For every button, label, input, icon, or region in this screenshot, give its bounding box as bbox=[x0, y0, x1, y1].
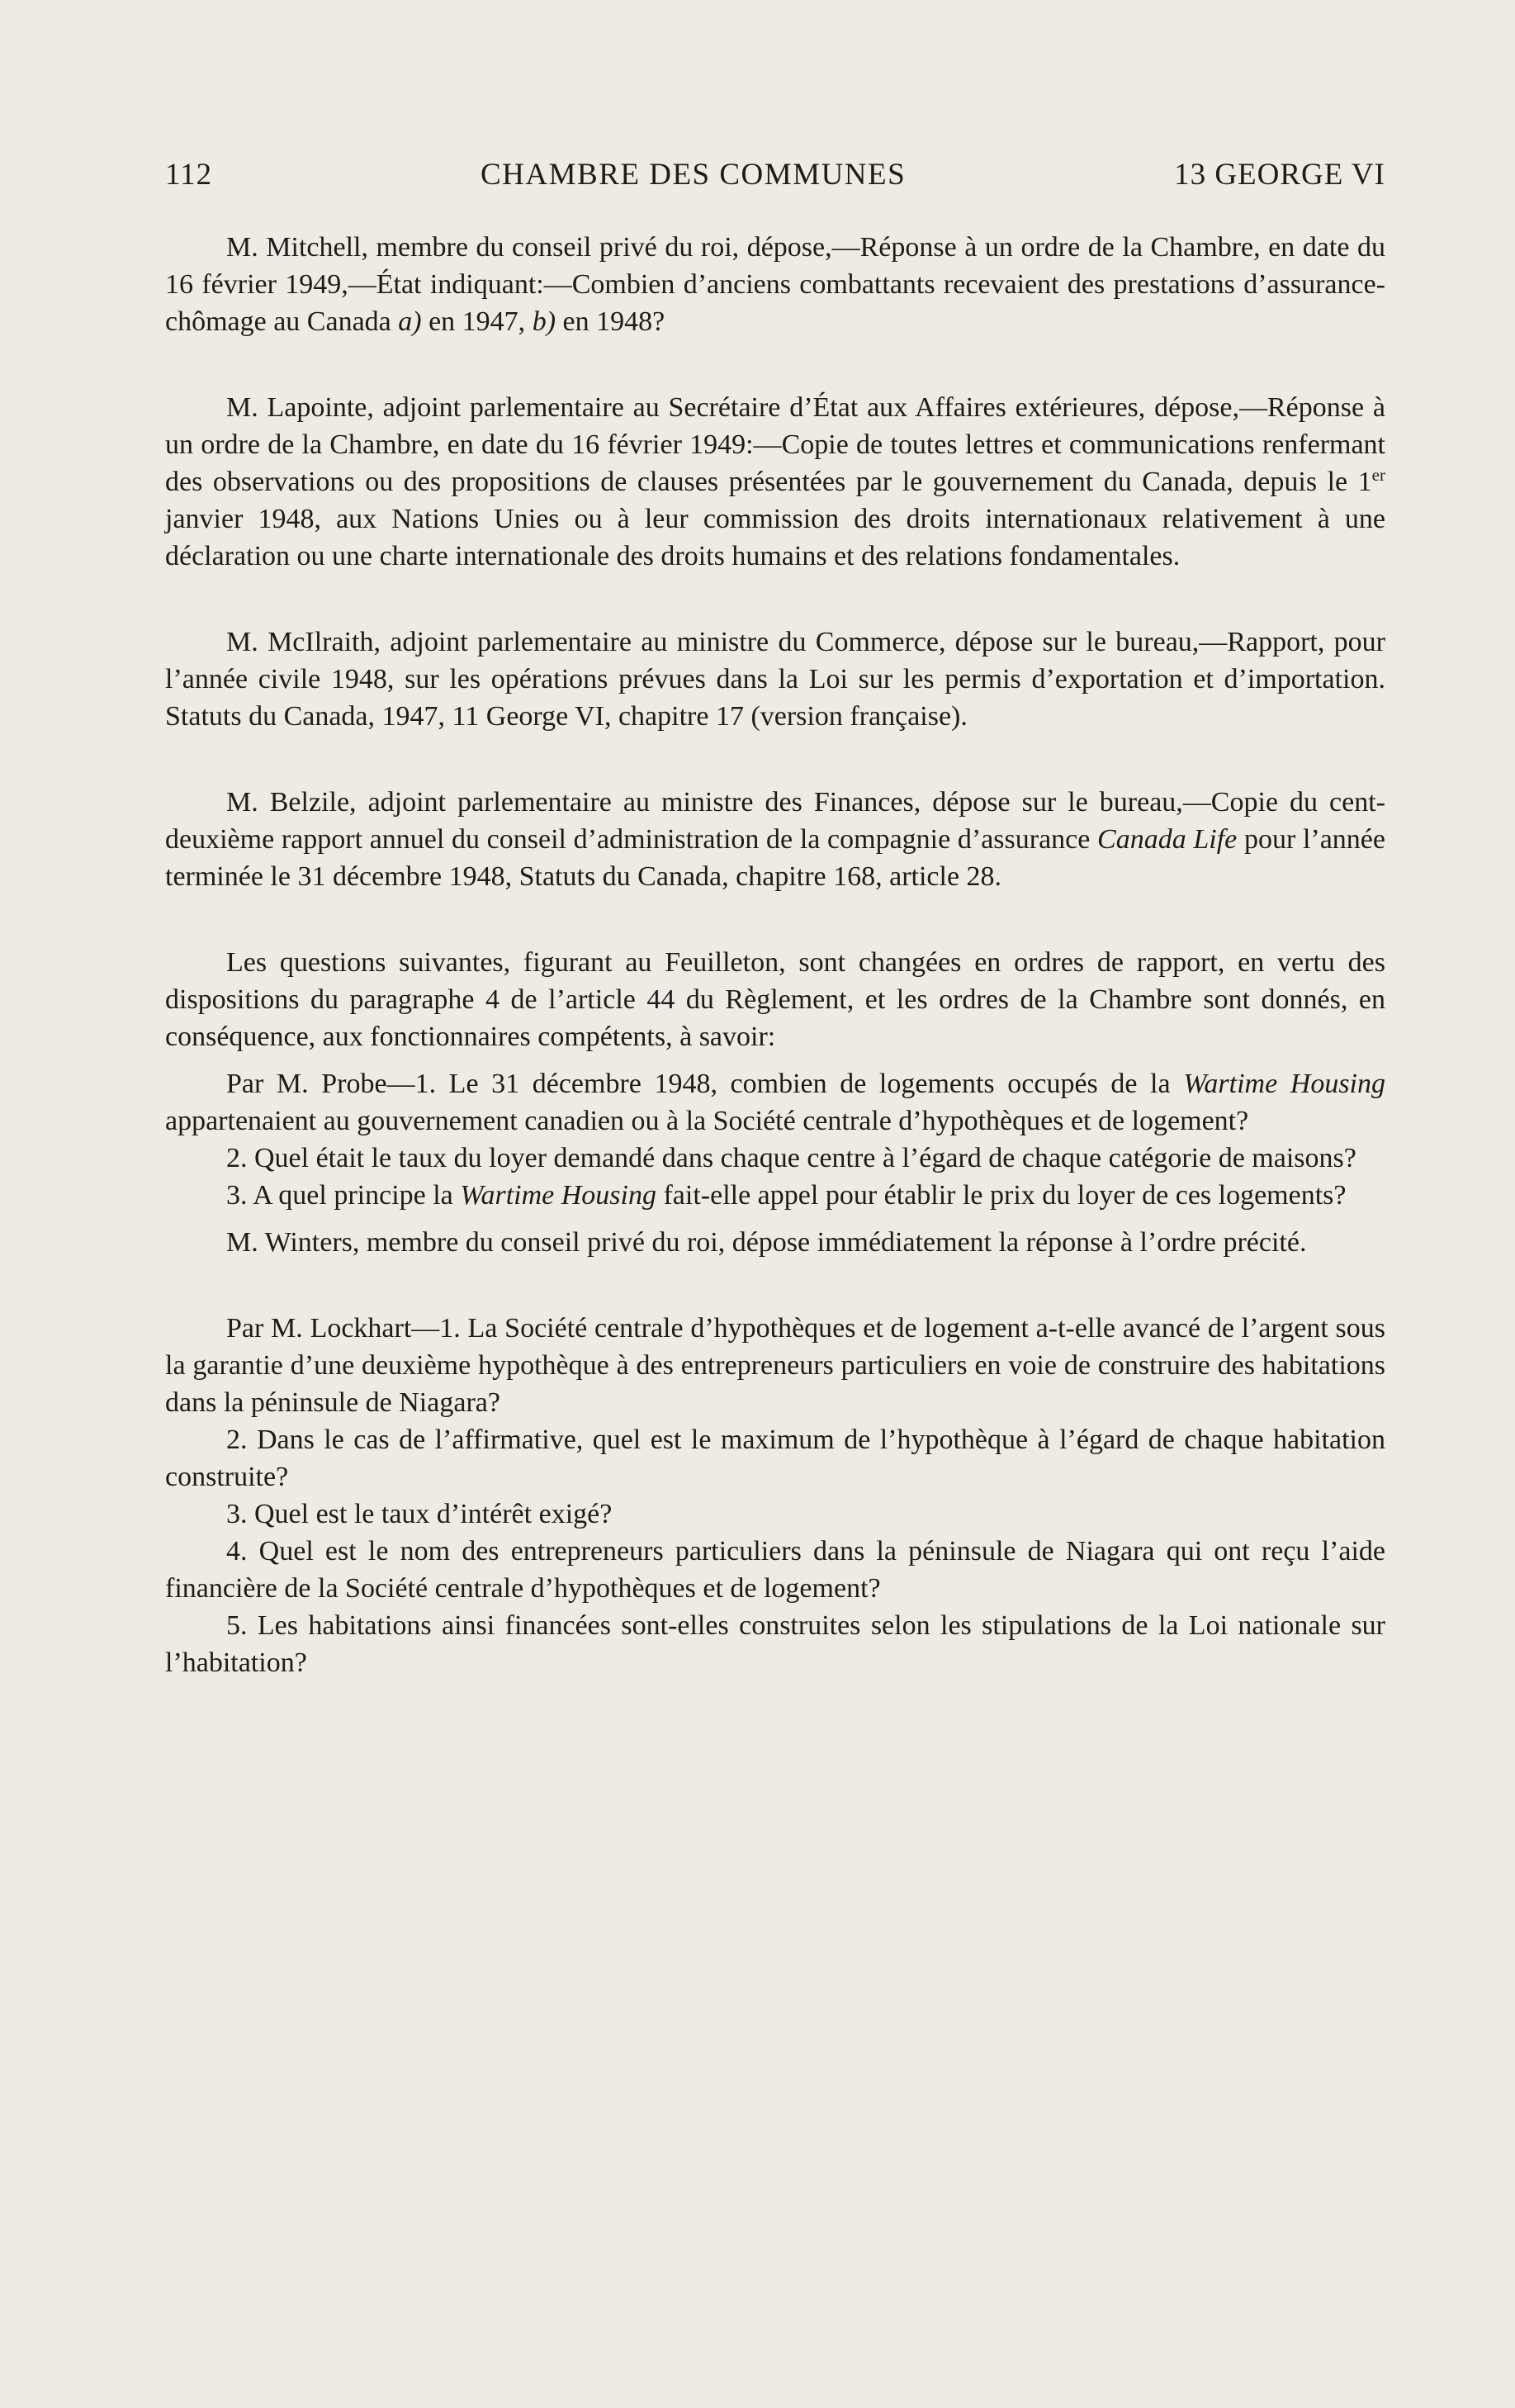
question-lockhart-3: 3. Quel est le taux d’intérêt exigé? bbox=[226, 1499, 613, 1529]
question-lockhart-2: 2. Dans le cas de l’affirmative, quel est le maximum de l’hypothèque à l’égard de chaque habitation construite? bbox=[165, 1424, 1385, 1492]
paragraph-mcilraith: M. McIlraith, adjoint parlementaire au ministre du Commerce, dépose sur le bureau,—Rapport, pour l’année civile 1948, sur les opérations prévues dans la Loi sur les permis d’exportation et d’importation. Statuts du Canada, 1947, 11 George VI, chapitre 17 (version française). bbox=[165, 627, 1385, 732]
paragraph-winters: M. Winters, membre du conseil privé du roi, dépose immédiatement la réponse à l’ordre précité. bbox=[226, 1227, 1307, 1258]
running-header bbox=[165, 157, 1385, 192]
item-label-b: b) bbox=[532, 306, 556, 337]
reign-label: 13 GEORGE VI bbox=[1174, 158, 1385, 192]
document-page bbox=[165, 157, 1385, 1681]
question-lockhart-4: 4. Quel est le nom des entrepreneurs particuliers dans la péninsule de Niagara qui ont reçu l’aide financière de la Société centrale d’hypothèques et de logement? bbox=[165, 1536, 1385, 1604]
company-name: Canada Life bbox=[1097, 824, 1238, 855]
item-label-a: a) bbox=[398, 306, 422, 337]
paragraph-questions-intro: Les questions suivantes, figurant au Feuilleton, sont changées en ordres de rapport, en vertu des dispositions du paragraphe 4 de l’article 44 du Règlement, et les ordres de la Chambre sont donnés, en conséquence, aux fonctionnaires compétents, à savoir: bbox=[165, 947, 1385, 1052]
question-probe-3: 3. A quel principe la Wartime Housing fait-elle appel pour établir le prix du loyer de ces logements? bbox=[226, 1180, 1347, 1211]
question-lockhart-1: Par M. Lockhart—1. La Société centrale d’hypothèques et de logement a-t-elle avancé de l’argent sous la garantie d’une deuxième hypothèque à des entrepreneurs particuliers en voie de construire des habitations dans la péninsule de Niagara? bbox=[165, 1313, 1385, 1418]
paragraph-belzile: M. Belzile, adjoint parlementaire au ministre des Finances, dépose sur le bureau,—Copie du cent-deuxième rapport annuel du conseil d’administration de la compagnie d’assurance Canada Life pour l’année terminée le 31 décembre 1948, Statuts du Canada, chapitre 168, article 28. bbox=[165, 787, 1385, 892]
page-number: 112 bbox=[165, 158, 213, 192]
question-lockhart-5: 5. Les habitations ainsi financées sont-elles construites selon les stipulations de la Loi nationale sur l’habitation? bbox=[165, 1610, 1385, 1678]
paragraph-mitchell: M. Mitchell, membre du conseil privé du roi, dépose,—Réponse à un ordre de la Chambre, en date du 16 février 1949,—État indiquant:—Combien d’anciens combattants recevaient des prestations d’assurance-chômage au Canada a) en 1947, b) en 1948? bbox=[165, 232, 1385, 337]
question-probe-1: Par M. Probe—1. Le 31 décembre 1948, combien de logements occupés de la Wartime Housing appartenaient au gouvernement canadien ou à la Société centrale d’hypothèques et de logement? bbox=[165, 1069, 1386, 1136]
ordinal-superscript: er bbox=[1371, 465, 1385, 485]
wartime-housing-name: Wartime Housing bbox=[460, 1180, 656, 1211]
question-probe-2: 2. Quel était le taux du loyer demandé dans chaque centre à l’égard de chaque catégorie de maisons? bbox=[226, 1143, 1356, 1173]
page-title: CHAMBRE DES COMMUNES bbox=[481, 158, 907, 192]
paragraph-lapointe: M. Lapointe, adjoint parlementaire au Secrétaire d’État aux Affaires extérieures, dépose,—Réponse à un ordre de la Chambre, en date du 16 février 1949:—Copie de toutes lettres et communications renfermant des observations ou des propositions de clauses présentées par le gouvernement du Canada, depuis le 1er janvier 1948, aux Nations Unies ou à leur commission des droits internationaux relativement à une déclaration ou une charte internationale des droits humains et des relations fondamentales. bbox=[165, 392, 1385, 571]
wartime-housing-name: Wartime Housing bbox=[1183, 1069, 1386, 1099]
